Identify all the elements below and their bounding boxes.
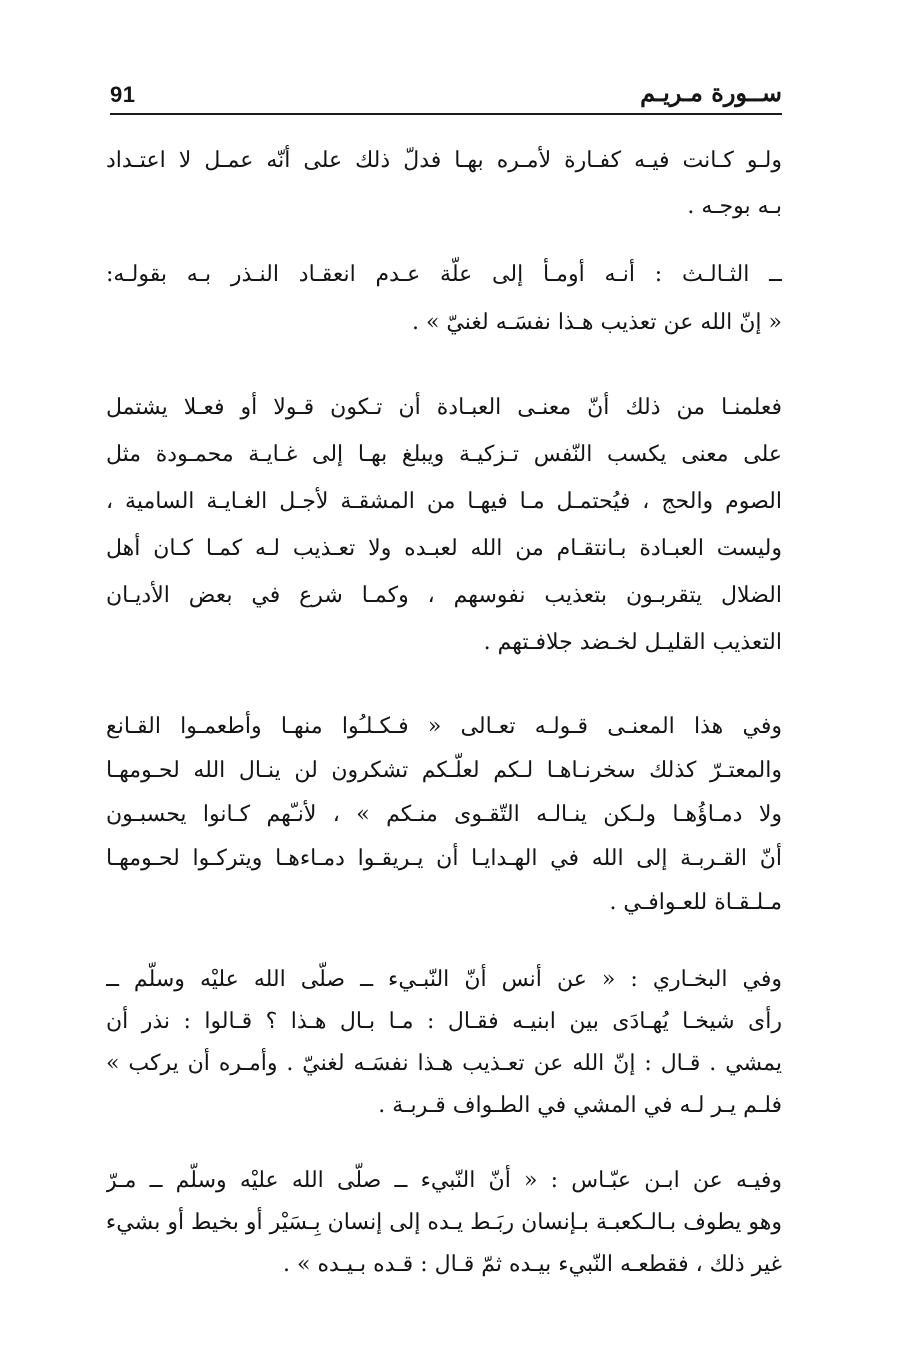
text-line: والمعتـرّ كذلك سخرنـاهـا لـكم لعلّـكم تشكرون لن ينـال الله لحـومهـا <box>106 758 782 783</box>
text-line: وفي البخـاري : « عن أنس أنّ النّبـيء ــ صلّى الله عليْه وسلّم ــ <box>106 967 782 992</box>
text-line: الصوم والحج ، فيُحتمـل مـا فيهـا من المشقـة لأجـل الغـايـة السامية ، <box>106 489 782 514</box>
text-line: ولـو كـانت فيـه كفـارة لأمـره بهـا فدلّ ذلك على أنّه عمـل لا اعتـداد <box>106 148 782 173</box>
text-line: وفيـه عن ابـن عبّـاس : « أنّ النّبيء ــ صلّى الله عليْه وسلّم ــ مـرّ <box>106 1168 782 1193</box>
running-title: ســورة مـريـم <box>640 78 782 107</box>
text-line: التعذيب القليـل لخـضد جلافـتهم . <box>483 630 782 655</box>
text-line: بـه بوجـه . <box>687 194 782 219</box>
text-line: الضلال يتقربـون بتعذيب نفوسهم ، وكمـا شرع في بعض الأديـان <box>106 583 782 608</box>
paragraph <box>106 138 782 230</box>
page-header <box>110 78 782 112</box>
text-line: وهو يطوف بـالـكعبـة بـإنسان ربَـط يـده إلى إنسان بِـسَيْر أو بخيط أو بشيء <box>106 1210 782 1235</box>
paragraph <box>106 384 782 666</box>
text-line: وفي هذا المعنـى قـولـه تعـالى « فـكـلـُوا منهـا وأطعمـوا القـانع <box>106 714 782 739</box>
paragraph <box>106 959 782 1127</box>
paragraph <box>106 251 782 347</box>
text-line: غير ذلك ، فقطعـه النّبيء بيـده ثمّ قـال : قـده بـيـده » . <box>283 1252 782 1277</box>
text-line: ــ الثـالـث : أنـه أومـأ إلى علّة عـدم انعقـاد النـذر بـه بقولـه: <box>106 262 782 287</box>
text-line: على معنى يكسب النّفس تـزكيـة ويبلغ بهـا إلى غـايـة محمـودة مثل <box>106 442 782 467</box>
paragraph <box>106 705 782 925</box>
text-line: « إنّ الله عن تعذيب هـذا نفسَـه لغنيّ » . <box>411 310 782 335</box>
page-number: 91 <box>110 82 136 107</box>
text-line: مـلـقـاة للعـوافـي . <box>609 890 782 915</box>
text-line: رأى شيخـا يُهـادَى بين ابنيـه فقـال : مـا بـال هـذا ؟ قـالوا : نذر أن <box>106 1009 782 1034</box>
text-line: ولا دمـاؤُهـا ولـكن ينـالـه التّقـوى منـكم » ، لأنـّهم كـانوا يحسبـون <box>106 802 782 827</box>
text-line: أنّ القـربـة إلى الله في الهـدايـا أن يـريقـوا دمـاءهـا ويتركـوا لحـومهـا <box>106 846 782 871</box>
page-body <box>106 138 782 1286</box>
paragraph <box>106 1160 782 1286</box>
text-line: فعلمنـا من ذلك أنّ معنـى العبـادة أن تـكون قـولا أو فعـلا يشتمل <box>106 395 782 420</box>
text-line: وليست العبـادة بـانتقـام من الله لعبـده ولا تعـذيب لـه كمـا كـان أهل <box>106 536 782 561</box>
header-rule <box>110 113 782 115</box>
text-line: فلـم يـر لـه في المشي في الطـواف قـربـة . <box>378 1093 782 1118</box>
text-line: يمشي . قـال : إنّ الله عن تعـذيب هـذا نفسَـه لغنيّ . وأمـره أن يركب » <box>106 1051 782 1076</box>
